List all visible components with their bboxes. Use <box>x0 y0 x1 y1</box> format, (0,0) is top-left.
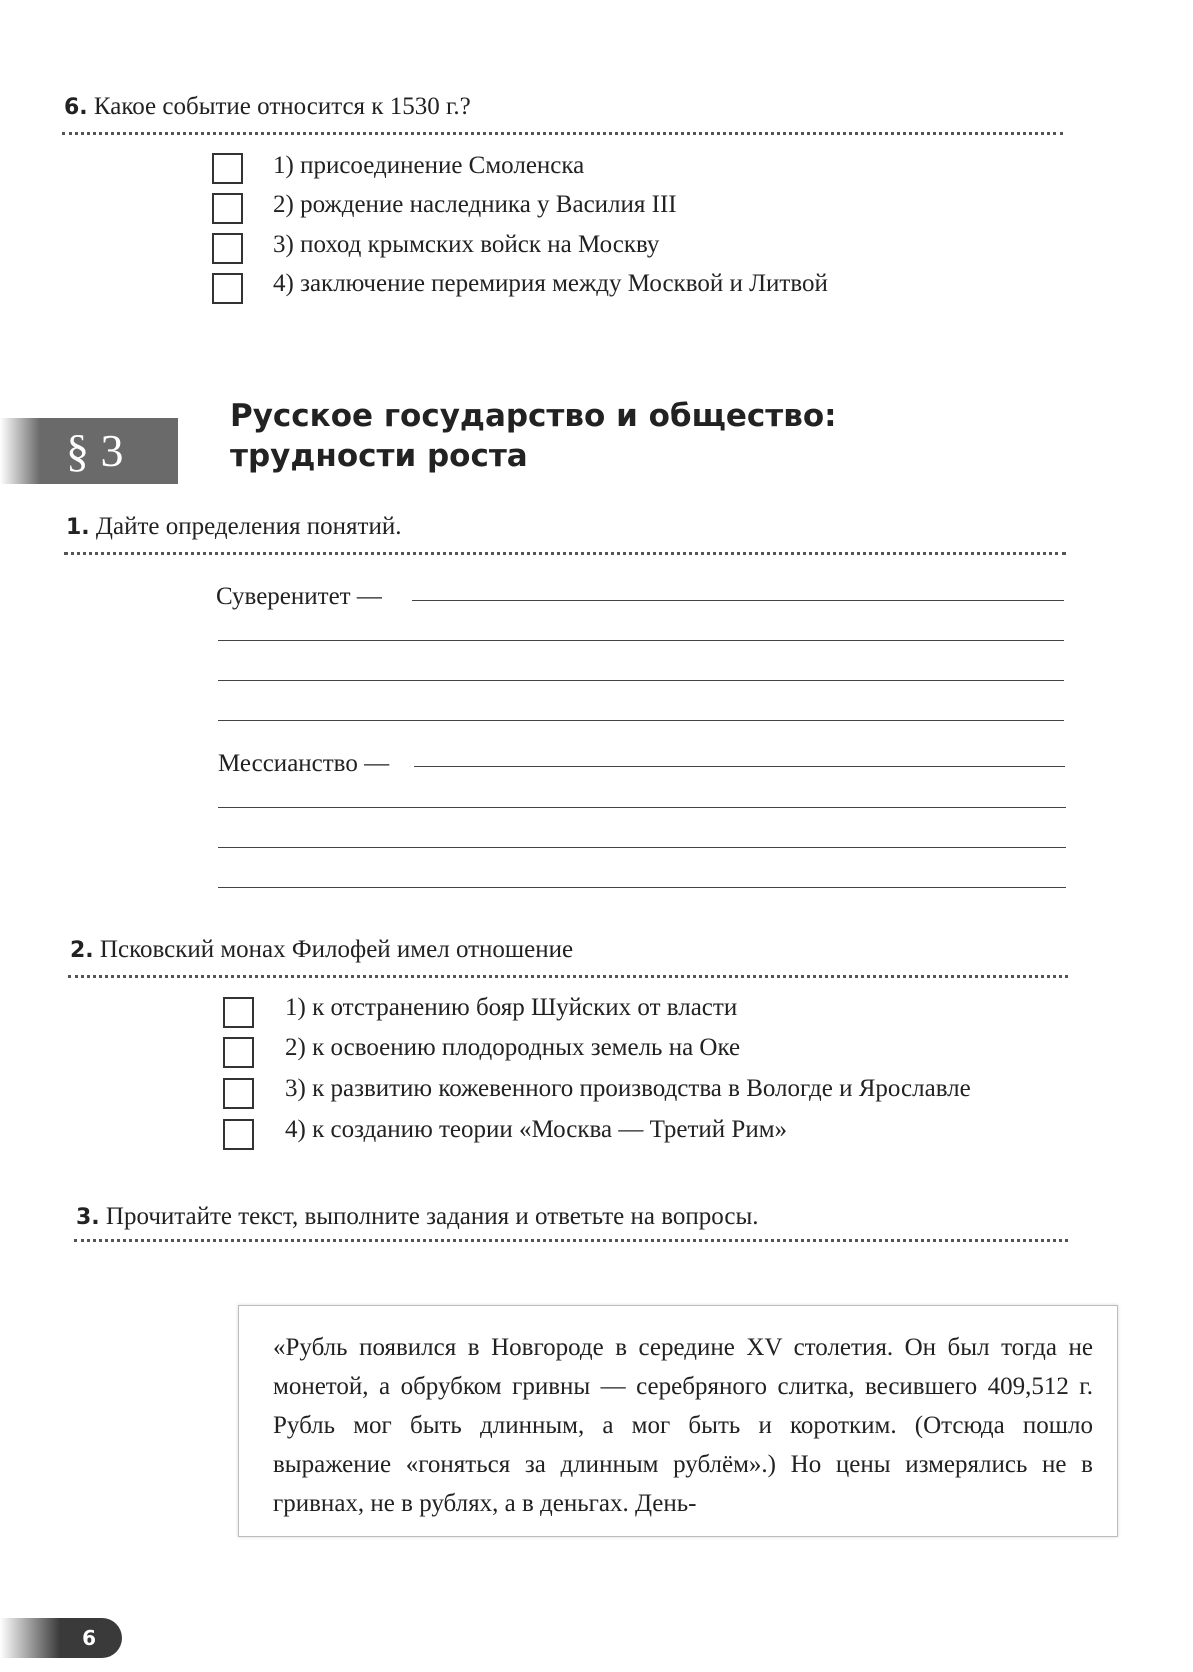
term-label: Суверенитет — <box>216 583 382 610</box>
answer-option: 2) рождение наследника у Василия III <box>273 191 677 218</box>
answer-checkbox[interactable] <box>223 997 254 1028</box>
page-number: 6 <box>82 1626 96 1650</box>
answer-line[interactable] <box>412 600 1064 601</box>
section-subtitle: трудности роста <box>230 438 528 474</box>
question-1 <box>66 512 401 543</box>
question-number: 2. <box>70 938 94 963</box>
dotted-rule <box>74 1239 1068 1242</box>
dotted-rule <box>62 132 1063 135</box>
answer-line[interactable] <box>218 807 1066 808</box>
answer-option: 2) к освоению плодородных земель на Оке <box>285 1034 741 1061</box>
question-3 <box>76 1202 759 1233</box>
answer-option: 1) присоединение Смоленска <box>273 152 585 179</box>
question-text: Прочитайте текст, выполните задания и ответьте на вопросы. <box>105 1203 759 1230</box>
answer-checkbox[interactable] <box>212 233 243 264</box>
answer-line[interactable] <box>218 640 1064 641</box>
section-number: § 3 <box>66 425 124 476</box>
answer-option: 3) поход крымских войск на Москву <box>273 231 660 258</box>
answer-option: 4) заключение перемирия между Москвой и Литвой <box>273 270 828 297</box>
dotted-rule <box>68 975 1068 978</box>
answer-checkbox[interactable] <box>212 153 243 184</box>
term-label: Мессианство — <box>218 750 390 777</box>
answer-checkbox[interactable] <box>223 1078 254 1109</box>
answer-checkbox[interactable] <box>212 193 243 224</box>
answer-line[interactable] <box>218 847 1066 848</box>
question-number: 1. <box>66 515 90 540</box>
answer-option: 4) к созданию теории «Москва — Третий Рим» <box>285 1116 788 1143</box>
answer-line[interactable] <box>218 887 1066 888</box>
answer-option: 3) к развитию кожевенного производства в Вологде и Ярославле <box>285 1075 971 1102</box>
answer-checkbox[interactable] <box>223 1119 254 1150</box>
question-number: 3. <box>76 1205 100 1230</box>
answer-option: 1) к отстранению бояр Шуйских от власти <box>285 994 738 1021</box>
question-6 <box>64 92 471 123</box>
section-title: Русское государство и общество: <box>230 398 837 434</box>
page-number-badge <box>0 1618 122 1658</box>
question-text: Псковский монах Филофей имел отношение <box>99 936 574 963</box>
section-badge <box>0 418 178 484</box>
answer-line[interactable] <box>218 680 1064 681</box>
answer-checkbox[interactable] <box>212 273 243 304</box>
dotted-rule <box>64 552 1066 555</box>
question-2 <box>70 935 573 966</box>
question-number: 6. <box>64 95 88 120</box>
reading-passage-box <box>238 1305 1118 1537</box>
question-text: Какое событие относится к 1530 г.? <box>93 93 471 120</box>
question-text: Дайте определения понятий. <box>95 513 402 540</box>
answer-line[interactable] <box>218 720 1064 721</box>
answer-checkbox[interactable] <box>223 1037 254 1068</box>
reading-passage: «Рубль появился в Новгороде в середине XV столетия. Он был тогда не монетой, а обрубком гривны — серебряного слитка, весившего 409,512 г. Рубль мог быть длинным, а мог быть и коротким. (Отсюда пошло выражение «гоняться за длинным рублём».) Но цены измерялись не в гривнах, не в рублях, а в деньгах. День- <box>273 1334 1093 1517</box>
answer-line[interactable] <box>414 766 1065 767</box>
